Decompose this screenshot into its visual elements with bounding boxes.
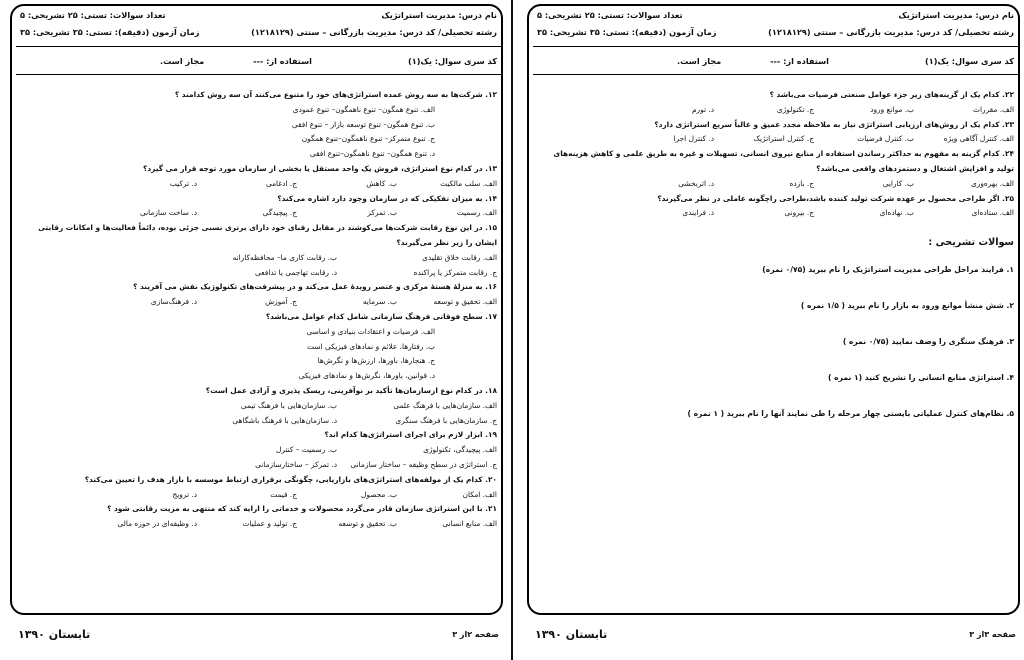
option: د. ساخت سازمانی xyxy=(139,208,197,218)
option: ج. بازده xyxy=(789,178,814,188)
question-text: ایشان را زیر نظر می‌گیرند؟ xyxy=(396,237,497,247)
options-row xyxy=(22,517,497,532)
question-counts: تعداد سوالات: تستی: ۲۵ تشریحی: ۵ xyxy=(537,10,683,20)
option: ب. کارایی xyxy=(882,178,914,188)
option: ج. سازمان‌هایی با فرهنگ سنگری xyxy=(395,415,497,425)
question-list xyxy=(22,88,497,532)
page-footer xyxy=(527,626,1024,646)
option: الف. تنوع همگون– تنوع ناهمگون– تنوع عمودی xyxy=(292,104,435,114)
course-name: نام درس: مدیریت استراتژیک xyxy=(381,10,497,20)
option: د. وظیفه‌ای در حوزه مالی xyxy=(117,519,197,529)
option: ج. پیچیدگی xyxy=(262,208,297,218)
question-text: ۲۳. کدام یک از روش‌های ارزیابی استراتژی نیاز به ملاحظه مجدد عمیق و غالباً سریع استراتژی دارد؟ xyxy=(654,119,1014,129)
option: ج. رقابت متمرکز یا پراکنده xyxy=(413,267,497,277)
essay-question: ۲. شش منشأ موانع ورود به بازار را نام ببرید ( ۱/۵ نمره ) xyxy=(800,301,1014,311)
options-row xyxy=(22,488,497,503)
option: د. قوانین، باورها، نگرش‌ها و نمادهای فیزیکی xyxy=(298,371,435,381)
page-number: صفحه ۳از ۳ xyxy=(969,630,1016,639)
question-text: ۱۷. سطح فوقانی فرهنگ سازمانی شامل کدام عوامل می‌باشد؟ xyxy=(265,311,497,321)
options-row xyxy=(22,266,497,281)
header-rule xyxy=(16,74,501,75)
option: الف. منابع انسانی xyxy=(442,519,497,529)
option: ج. کنترل استراتژیک xyxy=(753,134,814,144)
option: الف. بهره‌وری xyxy=(971,178,1014,188)
exam-time: زمان آزمون (دقیقه): تستی: ۳۵ تشریحی: ۳۵ xyxy=(20,27,200,37)
option: ب. تنوع همگون– تنوع توسعه بازار – تنوع افقی xyxy=(291,119,435,129)
exam-page-2 xyxy=(10,0,507,660)
option: الف. ستاده‌ای xyxy=(971,208,1014,218)
essay-question: ۳. فرهنگ سنگری را وصف نمایید (۰/۷۵ نمره ) xyxy=(842,337,1014,347)
option: د. سازمان‌هایی با فرهنگ باشگاهی xyxy=(232,415,337,425)
option: الف. مقررات xyxy=(972,104,1014,114)
question-list xyxy=(539,88,1014,438)
page-number: صفحه ۲از ۳ xyxy=(452,630,499,639)
option: ج. تکنولوژی xyxy=(776,104,814,114)
header-rule xyxy=(533,74,1018,75)
question-text: ۱۲. شرکت‌ها به سه روش عمده استراتژی‌های خود را متنوع می‌کنند آن سه روش کدامند ؟ xyxy=(174,90,497,99)
question-text: ۱۴. به میزان تفکیکی که در سازمان وجود دارد اشاره می‌کند؟ xyxy=(277,193,497,203)
option: د. تمرکز – ساختارسازمانی xyxy=(255,459,337,469)
option: الف. امکان xyxy=(462,489,497,499)
option: د. ترکیب xyxy=(169,178,197,188)
page-divider xyxy=(511,0,513,660)
option: الف. رسمیت xyxy=(456,208,497,218)
options-row xyxy=(22,177,497,192)
option: ج. تولید و عملیات xyxy=(242,519,297,529)
option: د. کنترل اجرا xyxy=(673,134,714,144)
series-code: کد سری سوال: یک(۱) xyxy=(924,56,1014,66)
option: الف. تحقیق و توسعه xyxy=(433,297,497,307)
essay-question: ۴. استراتژی منابع انسانی را تشریح کنید (۱ نمره ) xyxy=(828,373,1014,383)
option: د. تورم xyxy=(691,104,714,114)
option: ج. ادغامی xyxy=(265,178,297,188)
option: ب. رقابت کاری ما– محافظه‌کارانه xyxy=(232,252,337,262)
option: د. فرایندی xyxy=(682,208,714,218)
question-text: ۲۰. کدام یک از مولفه‌های استراتژی‌های بازاریابی، چگونگی برقراری ارتباط موسسه با بازار هدف را تعیین می‌کند؟ xyxy=(84,474,497,484)
option: الف. رقابت خلاق تقلیدی xyxy=(422,252,497,262)
page-footer xyxy=(10,626,507,646)
option: د. رقابت تهاجمی یا تدافعی xyxy=(255,267,337,277)
question-text: ۲۲. کدام یک از گزینه‌های زیر جزء عوامل صنعتی فرضیات می‌باشد ؟ xyxy=(769,90,1014,99)
exam-time: زمان آزمون (دقیقه): تستی: ۳۵ تشریحی: ۳۵ xyxy=(537,27,717,37)
exam-header xyxy=(10,0,507,78)
option: ب. تحقیق و توسعه xyxy=(338,519,397,529)
option: د. ترویج xyxy=(172,489,197,499)
question-text: ۱۸. در کدام نوع ازسازمان‌ها تأکید بر نوآفرینی، ریسک پذیری و آزادی عمل است؟ xyxy=(205,385,497,395)
options-row xyxy=(22,399,497,414)
option: ب. رسمیت – کنترل xyxy=(276,445,337,455)
option: ب. کنترل فرضیات xyxy=(857,134,914,144)
question-counts: تعداد سوالات: تستی: ۲۵ تشریحی: ۵ xyxy=(20,10,166,20)
option: ب. تمرکز xyxy=(367,208,397,218)
options-row xyxy=(22,414,497,429)
usage-label: استفاده از: --- xyxy=(770,56,829,66)
essay-question: ۱. فرایند مراحل طراحی مدیریت استراتژیک را نام ببرید (۰/۷۵ نمره) xyxy=(762,265,1014,275)
option: ب. موانع ورود xyxy=(870,104,914,114)
course-name: نام درس: مدیریت استراتژیک xyxy=(898,10,1014,20)
option: ب. کاهش xyxy=(366,178,397,188)
question-text: ۱۳. در کدام نوع استراتژی، فروش یک واحد مستقل یا بخشی از سازمان مورد توجه قرار می گیرد؟ xyxy=(143,163,497,173)
options-row xyxy=(539,206,1014,221)
options-row xyxy=(22,251,497,266)
option: ب. محصول xyxy=(361,489,397,499)
header-rule xyxy=(16,46,501,47)
question-text: ۱۹. ابزار لازم برای اجرای استراتژی‌ها کدام اند؟ xyxy=(324,430,497,440)
option: الف. سازمان‌هایی با فرهنگ علمی xyxy=(393,400,497,410)
question-text: ۲۴. کدام گزینه به مفهوم به حداکثر رساندن استفاده از منابع نیروی انسانی، تسهیلات و غیره به طریق علمی و کاهش هزینه‌های xyxy=(553,149,1014,159)
option: ب. سازمان‌هایی با فرهنگ تیمی xyxy=(240,400,337,410)
option: الف. فرضیات و اعتقادات بنیادی و اساسی xyxy=(306,326,435,336)
option: ب. نهاده‌ای xyxy=(879,208,914,218)
option: ج. قیمت xyxy=(270,489,297,499)
essay-question: ۵. نظام‌های کنترل عملیاتی بایستی چهار مرحله را طی نمایند آنها را نام ببرید ( ۱ نمره ) xyxy=(687,409,1014,419)
option: ج. هنجارها، باورها، ارزش‌ها و نگرش‌ها xyxy=(317,356,435,366)
allowed-label: مجاز است. xyxy=(160,56,205,66)
options-row xyxy=(22,458,497,473)
option: د. تنوع همگون– تنوع ناهمگون–تنوع افقی xyxy=(309,149,435,159)
option: الف. کنترل آگاهی ویژه xyxy=(943,134,1014,144)
question-text: ۱۵. در این نوع رقابت شرکت‌ها می‌کوشند در مقابل رقبای خود دارای برتری نسبی جزئی بوده، دائماً فعالیت‌ها و امکانات رقابتی xyxy=(38,223,497,233)
exam-page-3 xyxy=(527,0,1024,660)
option: ج. بیرونی xyxy=(784,208,814,218)
option: د. اثربخشی xyxy=(678,178,714,188)
options-row xyxy=(539,132,1014,147)
question-text: ۱۶. به منزلهٔ هستهٔ مرکزی و عنصر رویدهٔ عمل می‌کند و در پیشرفت‌های تکنولوژیک نقش می آفریند ؟ xyxy=(133,282,497,292)
question-text: ۲۱. با این استراتژی سازمان قادر می‌گردد محصولات و خدماتی را ارایه کند که منتهی به مزیت رقابتی شود ؟ xyxy=(107,504,497,514)
question-text: تولید و افزایش اشتغال و دستمزدهای واقعی می‌باشد؟ xyxy=(816,163,1014,173)
allowed-label: مجاز است. xyxy=(677,56,722,66)
question-text: ۲۵. اگر طراحی محصول بر عهده شرکت تولید کننده باشد،طراحی راچگونه عاملی در نظر می‌گیرند؟ xyxy=(657,193,1014,203)
options-row xyxy=(22,206,497,221)
options-row xyxy=(539,177,1014,192)
option: ج. استراتژی در سطح وظیفه – ساختار سازمانی xyxy=(350,459,497,469)
header-rule xyxy=(533,46,1018,47)
usage-label: استفاده از: --- xyxy=(253,56,312,66)
option: الف. پیچیدگی، تکنولوژی xyxy=(423,445,497,455)
exam-season: تابستان ۱۳۹۰ xyxy=(535,628,608,641)
option: ب. رفتارها، علائم و نمادهای فیزیکی است xyxy=(307,341,435,351)
option: ب. سرمایه xyxy=(362,297,397,307)
options-row xyxy=(22,443,497,458)
option: الف. سلب مالکیت xyxy=(440,178,497,188)
essay-section-title: سوالات تشریحی : xyxy=(928,237,1014,249)
options-row xyxy=(539,103,1014,118)
field-code: رشته تحصیلی/ کد درس: مدیریت بازرگانی – سنتی (۱۲۱۸۱۲۹) xyxy=(251,27,497,37)
options-row xyxy=(22,295,497,310)
exam-season: تابستان ۱۳۹۰ xyxy=(18,628,91,641)
field-code: رشته تحصیلی/ کد درس: مدیریت بازرگانی – سنتی (۱۲۱۸۱۲۹) xyxy=(768,27,1014,37)
series-code: کد سری سوال: یک(۱) xyxy=(407,56,497,66)
exam-header xyxy=(527,0,1024,78)
option: ج. آموزش xyxy=(265,297,297,307)
option: د. فرهنگ‌سازی xyxy=(150,297,197,307)
option: ج. تنوع متمرکز– تنوع ناهمگون–تنوع همگون xyxy=(301,134,435,144)
